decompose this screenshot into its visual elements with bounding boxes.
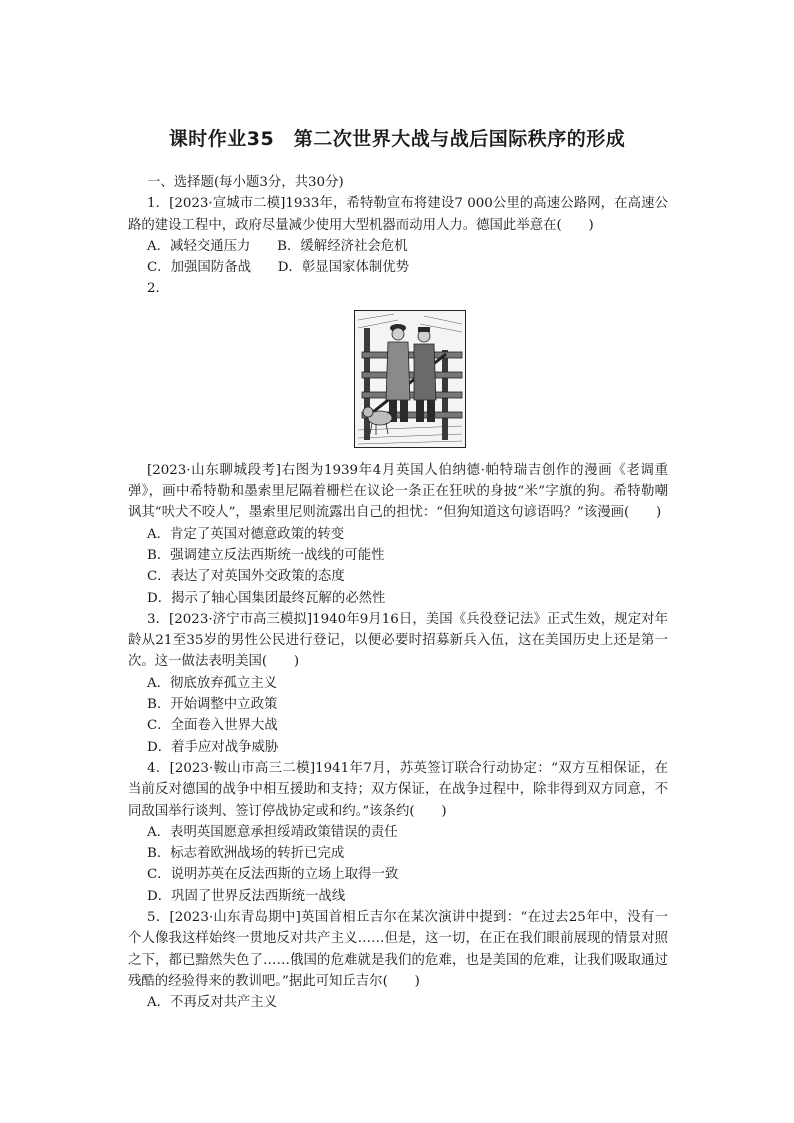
question-2-option-c: C．表达了对英国外交政策的态度 [147,569,345,585]
question-2-number: 2． [147,281,169,297]
question-2-option-b: B．强调建立反法西斯统一战线的可能性 [147,547,385,563]
section-heading: 一、选择题(每小题3分，共30分) [147,175,344,190]
question-content [128,172,668,1014]
question-4-option-d: D．巩固了世界反法西斯统一战线 [147,888,346,904]
question-4-option-c: C．说明苏英在反法西斯的立场上取得一致 [147,867,399,883]
question-2-option-a: A．肯定了英国对德意政策的转变 [147,526,345,542]
question-4-stem: 4．[2023·鞍山市高三二模]1941年7月，苏英签订联合行动协定：“双方互相保证，在当前反对德国的战争中相互援助和支持；双方保证，在战争过程中，除非得到双方同意，不同敌国举行谈判、签订停战协定或和约。”该条约( ) [128,760,668,819]
question-3-option-c: C．全面卷入世界大战 [147,718,278,734]
question-4-option-b: B．标志着欧洲战场的转折已完成 [147,846,345,862]
question-5-stem: 5．[2023·山东青岛期中]英国首相丘吉尔在某次演讲中提到：“在过去25年中，没有一个人像我这样始终一贯地反对共产主义……但是，这一切，在正在我们眼前展现的情景对照之下，都已黯然失色了……俄国的危难就是我们的危难，也是美国的危难，让我们吸取通过残酷的经验得来的教训吧。”据此可知丘吉尔( ) [128,910,668,989]
question-1-options-row-2: C．加强国防备战 D．彰显国家体制优势 [147,260,410,276]
question-3-stem: 3．[2023·济宁市高三模拟]1940年9月16日，美国《兵役登记法》正式生效，规定对年龄从21至35岁的男性公民进行登记，以便必要时招募新兵入伍，这在美国历史上还是第一次。这一做法表明美国( ) [128,611,668,670]
question-3-option-b: B．开始调整中立政策 [147,697,278,713]
page-title: 课时作业35 第二次世界大战与战后国际秩序的形成 [168,128,626,150]
question-4-option-a: A．表明英国愿意承担绥靖政策错误的责任 [147,824,398,840]
question-2-stem: [2023·山东聊城段考]右图为1939年4月英国人伯纳德·帕特瑞吉创作的漫画《老调重弹》，画中希特勒和墨索里尼隔着栅栏在议论一条正在狂吠的身披“米”字旗的狗。希特勒嘲讽其“吠犬不咬人”，墨索里尼则流露出自己的担忧：“但狗知道这句谚语吗？”该漫画( ) [128,462,668,521]
question-3-option-d: D．着手应对战争威胁 [147,739,279,755]
question-2-option-d: D．揭示了轴心国集团最终瓦解的必然性 [147,590,386,606]
question-1-options-row-1: A．减轻交通压力 B．缓解经济社会危机 [147,238,408,254]
cartoon-illustration [354,310,466,448]
question-1-stem: 1．[2023·宣城市二模]1933年，希特勒宣布将建设7 000公里的高速公路网，在高速公路的建设工程中，政府尽量减少使用大型机器而动用人力。德国此举意在( ) [128,196,668,233]
question-5-option-a: A．不再反对共产主义 [147,995,278,1011]
question-3-option-a: A．彻底放弃孤立主义 [147,675,278,691]
